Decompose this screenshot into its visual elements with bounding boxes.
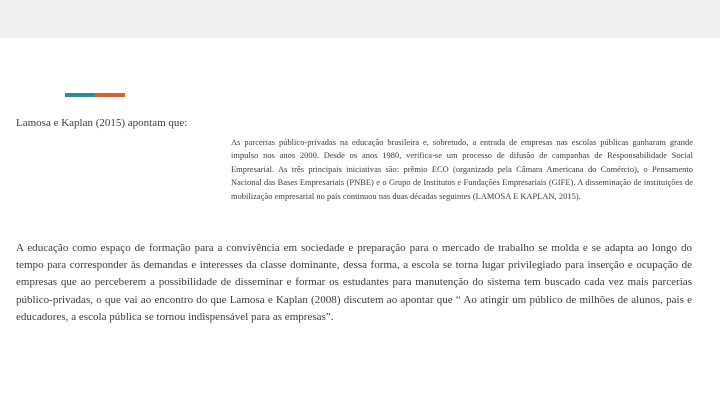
header-band [0,0,720,38]
block-quote: As parcerias público-privadas na educação brasileira e, sobretudo, a entrada de empresas nas escolas públicas ganharam grande impulso nos anos 2000. Desde os anos 1980, verifica-se um processo de difusão de campanhas de Responsabilidade Social Empresarial. As três principais iniciativas são: prêmio ECO (organizado pela Câmara Americana do Comércio), o Pensamento Nacional das Bases Empresariais (PNBE) e o Grupo de Institutos e Fundações Empresariais (GIFE). A disseminação de instituições de mobilização empresarial no país continuou nas duas décadas seguintes (LAMOSA E KAPLAN, 2015). [231,138,693,201]
accent-bar-teal [65,93,95,97]
accent-bar-orange [95,93,125,97]
body-paragraph: A educação como espaço de formação para a convivência em sociedade e preparação para o mercado de trabalho se molda e se adapta ao longo do tempo para corresponder às demandas e interesses da classe dominante, dessa forma, a escola se torna lugar privilegiado para inserção e ocupação de empresas que ao perceberem a possibilidade de disseminar e formar os estudantes para manutenção do sistema tem buscado cada vez mais parcerias público-privadas, o que vai ao encontro do que Lamosa e Kaplan (2008) discutem ao apontar que “ Ao atingir um público de milhões de alunos, pais e educadores, a escola pública se tornou indispensável para as empresas”. [16,242,692,323]
intro-sentence: Lamosa e Kaplan (2015) apontam que: [16,117,188,129]
